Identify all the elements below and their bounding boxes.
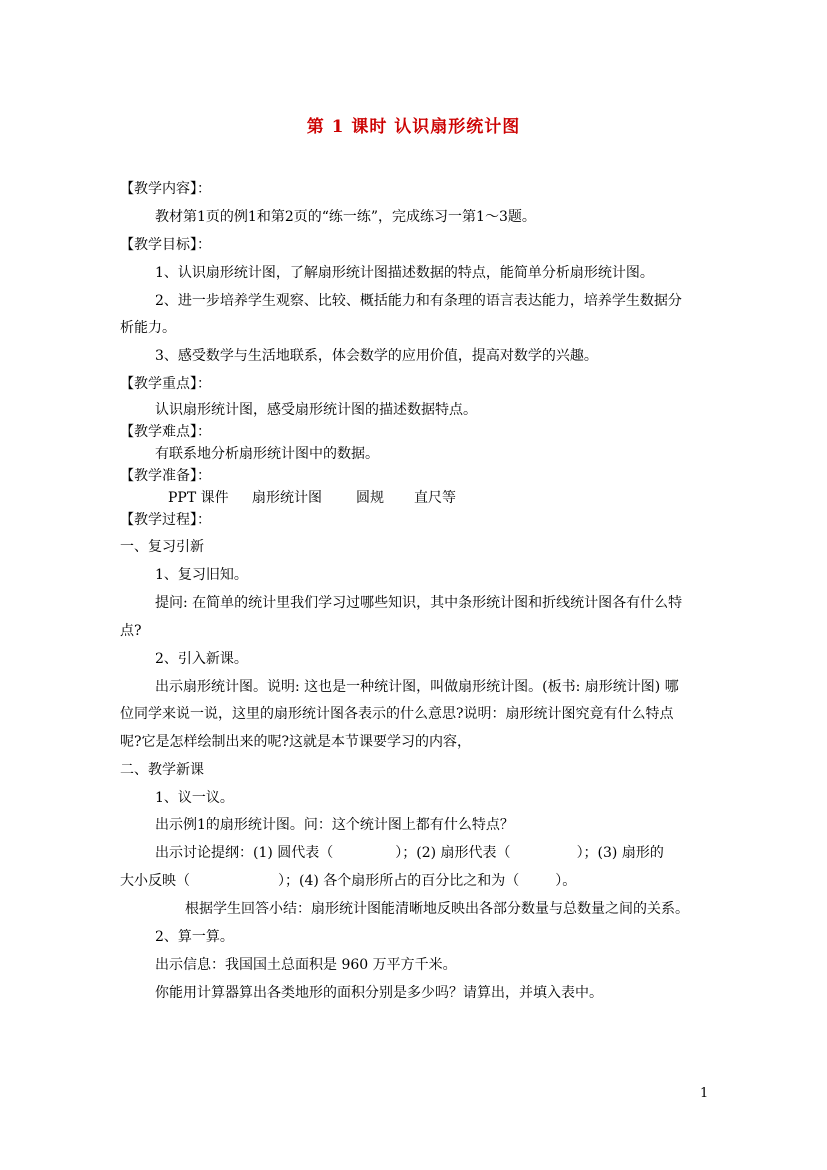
heading-preparation: 【教学准备】： — [120, 468, 211, 484]
text-segment: ）。 — [555, 873, 577, 889]
paragraph: 2、算一算。 — [155, 929, 234, 945]
prep-item: 圆规 — [356, 490, 384, 506]
text-segment: 大小反映（ — [120, 873, 190, 889]
text-segment: ）；(4) 各个扇形所占的百分比之和为（ — [278, 873, 520, 889]
prep-item: 直尺等 — [414, 490, 456, 506]
paragraph: 根据学生回答小结：扇形统计图能清晰地反映出各部分数量与总数量之间的关系。 — [185, 901, 689, 917]
page-title: 第 1 课时 认识扇形统计图 — [306, 117, 521, 137]
paragraph: 1、议一议。 — [155, 790, 234, 806]
paragraph: 析能力。 — [120, 320, 176, 336]
paragraph: 位同学来说一说，这里的扇形统计图各表示的什么意思?说明：扇形统计图究竟有什么特点 — [120, 706, 674, 722]
page-number: 1 — [700, 1086, 709, 1101]
paragraph: 呢?它是怎样绘制出来的呢?这就是本节课要学习的内容， — [120, 734, 472, 750]
prep-item: PPT 课件 — [168, 490, 229, 506]
paragraph-fill-blank — [120, 872, 576, 890]
paragraph: 3、感受数学与生活地联系，体会数学的应用价值，提高对数学的兴趣。 — [155, 348, 598, 364]
paragraph: 你能用计算器算出各类地形的面积分别是多少吗？请算出，并填入表中。 — [155, 985, 603, 1001]
heading-content: 【教学内容】： — [120, 181, 211, 197]
paragraph: 认识扇形统计图，感受扇形统计图的描述数据特点。 — [155, 402, 477, 418]
paragraph: 出示例1的扇形统计图。问：这个统计图上都有什么特点？ — [155, 817, 514, 833]
paragraph: 有联系地分析扇形统计图中的数据。 — [155, 446, 379, 462]
section-heading: 一、复习引新 — [120, 539, 204, 555]
prep-item: 扇形统计图 — [252, 490, 322, 506]
paragraph: 提问: 在简单的统计里我们学习过哪些知识，其中条形统计图和折线统计图各有什么特 — [155, 595, 683, 611]
paragraph: 教材第1页的例1和第2页的“练一练”，完成练习一第1～3题。 — [155, 209, 536, 225]
text-segment: 出示讨论提纲：(1) 圆代表（ — [155, 845, 334, 861]
paragraph: 2、引入新课。 — [155, 651, 248, 667]
paragraph: 出示扇形统计图。说明: 这也是一种统计图，叫做扇形统计图。(板书: 扇形统计图) 哪 — [155, 679, 679, 695]
text-segment: ）；(2) 扇形代表（ — [395, 845, 511, 861]
paragraph: 1、认识扇形统计图，了解扇形统计图描述数据的特点，能简单分析扇形统计图。 — [155, 265, 654, 281]
heading-process: 【教学过程】： — [120, 512, 211, 528]
paragraph-fill-blank — [155, 844, 664, 862]
paragraph: 点? — [120, 623, 142, 639]
heading-key: 【教学重点】： — [120, 376, 211, 392]
section-heading: 二、教学新课 — [120, 762, 204, 778]
heading-difficulty: 【教学难点】： — [120, 424, 211, 440]
heading-goal: 【教学目标】： — [120, 237, 211, 253]
paragraph: 1、复习旧知。 — [155, 567, 248, 583]
text-segment: ）；(3) 扇形的 — [576, 845, 664, 861]
paragraph: 2、进一步培养学生观察、比较、概括能力和有条理的语言表达能力，培养学生数据分 — [155, 293, 682, 309]
paragraph: 出示信息：我国国土总面积是 960 万平方千米。 — [155, 957, 457, 973]
